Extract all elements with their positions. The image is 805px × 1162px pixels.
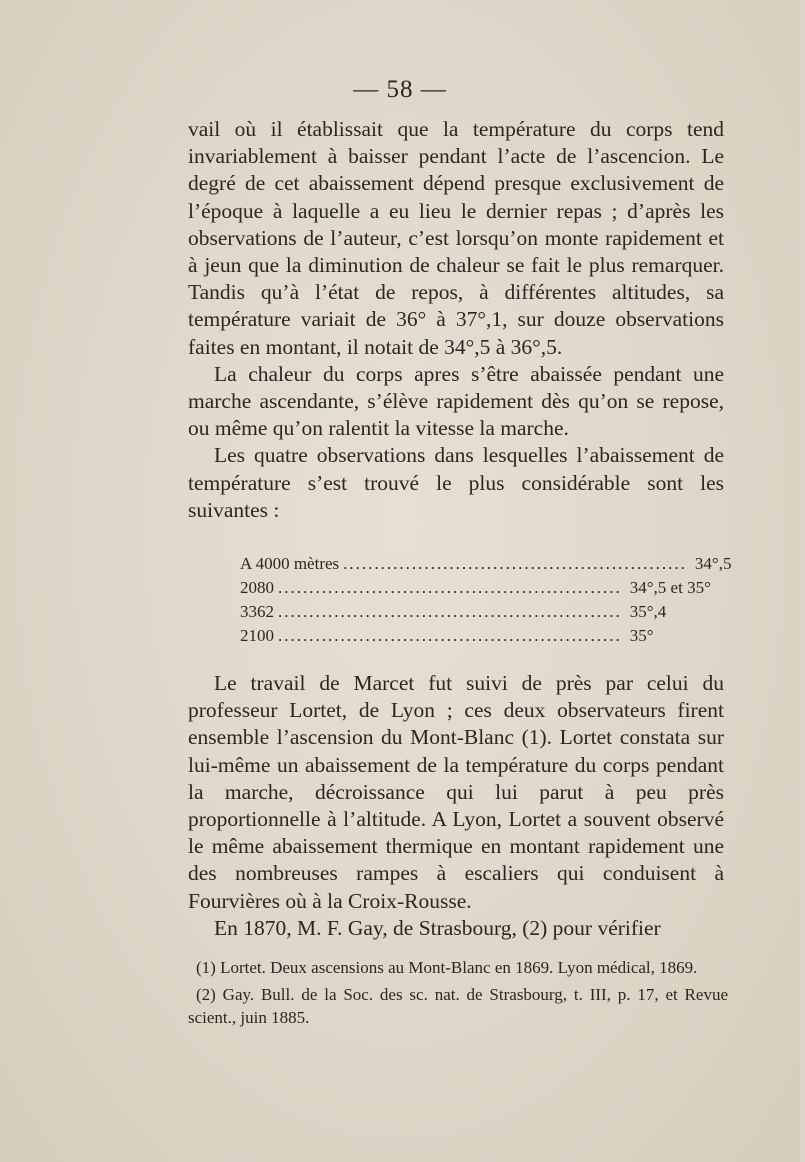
table-row (240, 578, 711, 602)
temperature-cell: 34°,5 (694, 554, 732, 573)
footnotes (188, 956, 728, 1033)
page-number: — 58 — (353, 76, 447, 103)
footnote-2: (2) Gay. Bull. de la Soc. des sc. nat. de Strasbourg, t. III, p. 17, et Revue scient., juin 1885. (188, 985, 728, 1027)
altitude-cell: 2080 (240, 578, 274, 597)
body-text-lower (188, 670, 724, 942)
altitude-cell: A 4000 mètres (240, 554, 340, 573)
table-row (240, 554, 732, 578)
table-row (240, 602, 700, 626)
temperature-cell: 35°,4 (629, 602, 667, 621)
observations-table (240, 554, 732, 650)
paragraph-continuation: vail où il établissait que la température du corps tend invariablement à baisser pendant l’acte de l’ascencion. Le degré de cet abaissement dépend presque exclusivement de l’époque à laquelle a eu lieu le dernier repas ; d’après les observations de l’auteur, c’est lorsqu’on monte rapidement et à jeun que la diminution de chaleur se fait le plus remarquer. Tandis qu’à l’état de repos, à différentes altitudes, sa température variait de 36° à 37°,1, sur douze observations faites en montant, il notait de 34°,5 à 36°,5. (188, 117, 724, 359)
paragraph-body-heat: La chaleur du corps apres s’être abaissée pendant une marche ascendante, s’élève rapidement dès qu’on se repose, ou même qu’on ralentit la vitesse la marche. (188, 361, 724, 441)
paragraph-four-observations: Les quatre observations dans lesquelles l’abaissement de température s’est trouvé le plus considérable sont les suivantes : (188, 443, 724, 522)
dot-leader: ....................................................... (343, 554, 687, 573)
dot-leader: ....................................................... (278, 602, 622, 621)
altitude-cell: 2100 (240, 626, 274, 645)
altitude-cell: 3362 (240, 602, 274, 621)
dot-leader: ....................................................... (278, 578, 622, 597)
body-text-upper (188, 116, 724, 524)
temperature-cell: 35° (629, 626, 654, 645)
temperature-cell: 34°,5 et 35° (629, 578, 711, 597)
footnote-1: (1) Lortet. Deux ascensions au Mont-Blanc en 1869. Lyon médical, 1869. (196, 958, 698, 977)
paragraph-lortet: Le travail de Marcet fut suivi de près par celui du professeur Lortet, de Lyon ; ces deux observateurs firent ensemble l’ascension du Mont-Blanc (1). Lortet constata sur lui-même un abaissement de la température du corps pendant la marche, décroissance qui lui parut à peu près proportionnelle à l’altitude. A Lyon, Lortet a souvent observé le même abaissement thermique en montant rapidement une des nombreuses rampes à escaliers qui conduisent à Fourvières où à la Croix-Rousse. (188, 671, 724, 913)
paragraph-gay: En 1870, M. F. Gay, de Strasbourg, (2) pour vérifier (214, 915, 661, 940)
dot-leader: ....................................................... (278, 626, 622, 645)
table-row (240, 626, 700, 650)
